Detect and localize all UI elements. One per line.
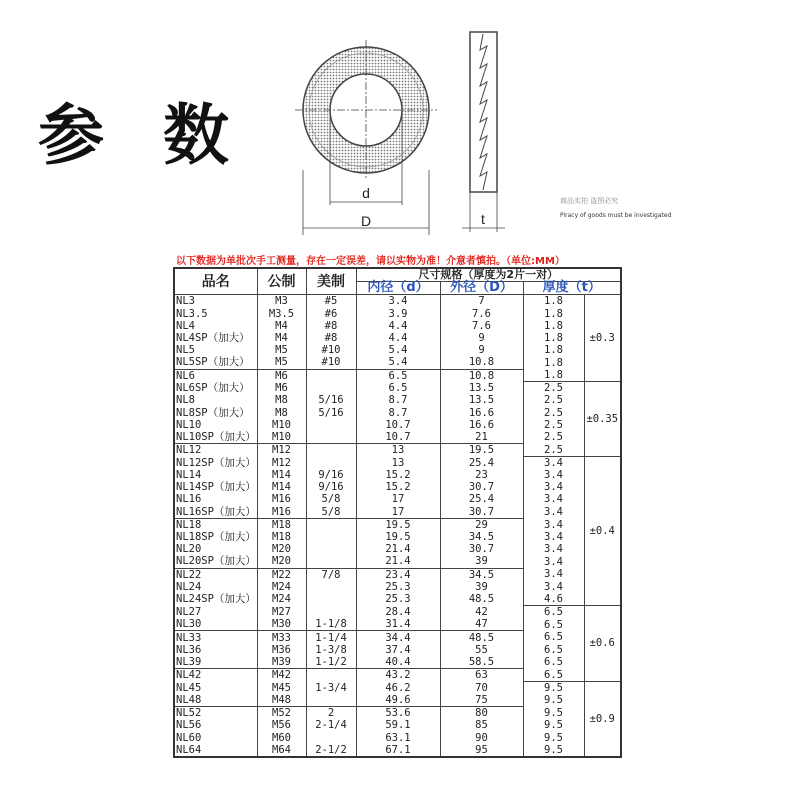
cell-inner: 10.7 [356,419,440,431]
cell-outer: 7.6 [440,320,523,332]
cell-metric: M3.5 [257,308,306,320]
thickness-label: t [481,211,485,227]
cell-name: NL3.5 [174,308,257,320]
cell-name: NL18 [174,518,257,531]
cell-us: 1-1/2 [306,656,356,669]
cell-us [306,431,356,444]
cell-us: 2-1/2 [306,744,356,757]
cell-metric: M16 [257,493,306,505]
cell-thickness: 3.4 [523,518,584,531]
cell-us: #8 [306,320,356,332]
cell-outer: 21 [440,431,523,444]
inner-diameter-label: d [362,185,370,201]
cell-outer: 30.7 [440,481,523,493]
table-row [174,555,621,568]
cell-us: #10 [306,356,356,369]
cell-tolerance: ±0.4 [584,456,621,605]
cell-metric: M20 [257,543,306,555]
table-row [174,719,621,731]
washer-front-view [295,40,437,235]
cell-thickness: 1.8 [523,356,584,369]
cell-name: NL36 [174,644,257,656]
cell-metric: M36 [257,644,306,656]
cell-thickness: 9.5 [523,719,584,731]
table-row [174,581,621,593]
cell-inner: 8.7 [356,407,440,419]
cell-thickness: 3.4 [523,568,584,581]
cell-name: NL16 [174,493,257,505]
table-row [174,518,621,531]
cell-metric: M3 [257,295,306,308]
cell-thickness: 2.5 [523,431,584,444]
table-row [174,481,621,493]
table-row [174,356,621,369]
cell-inner: 19.5 [356,518,440,531]
cell-thickness: 9.5 [523,731,584,743]
cell-inner: 17 [356,506,440,519]
cell-outer: 25.4 [440,493,523,505]
cell-outer: 39 [440,555,523,568]
cell-inner: 21.4 [356,555,440,568]
table-row [174,431,621,444]
cell-outer: 48.5 [440,631,523,644]
cell-thickness: 9.5 [523,694,584,707]
cell-outer: 7.6 [440,308,523,320]
cell-us [306,369,356,382]
cell-outer: 7 [440,295,523,308]
cell-outer: 34.5 [440,531,523,543]
cell-thickness: 3.4 [523,456,584,469]
cell-us [306,518,356,531]
cell-metric: M14 [257,481,306,493]
table-row [174,731,621,743]
cell-outer: 90 [440,731,523,743]
table-row [174,681,621,694]
cell-name: NL52 [174,707,257,720]
cell-metric: M8 [257,394,306,406]
table-row [174,531,621,543]
cell-inner: 25.3 [356,581,440,593]
cell-inner: 49.6 [356,694,440,707]
cell-us: #10 [306,344,356,356]
cell-metric: M8 [257,407,306,419]
cell-name: NL56 [174,719,257,731]
cell-metric: M10 [257,431,306,444]
cell-outer: 75 [440,694,523,707]
cell-inner: 5.4 [356,356,440,369]
cell-us [306,419,356,431]
cell-metric: M39 [257,656,306,669]
cell-us: 1-1/8 [306,618,356,631]
table-row [174,308,621,320]
cell-us: 1-1/4 [306,631,356,644]
cell-thickness: 3.4 [523,543,584,555]
cell-thickness: 3.4 [523,493,584,505]
cell-name: NL27 [174,606,257,619]
cell-thickness: 1.8 [523,344,584,356]
cell-us: 5/16 [306,394,356,406]
cell-us [306,382,356,395]
cell-name: NL24SP（加大） [176,593,256,606]
cell-us: 5/8 [306,506,356,519]
cell-us [306,669,356,682]
cell-tolerance: ±0.6 [584,606,621,682]
cell-us [306,694,356,707]
cell-name: NL6SP（加大） [174,382,257,395]
cell-inner: 10.7 [356,431,440,444]
cell-inner: 67.1 [356,744,440,757]
cell-metric: M27 [257,606,306,619]
table-row [174,694,621,707]
cell-outer: 42 [440,606,523,619]
cell-inner: 53.6 [356,707,440,720]
header-outer-diameter: 外径（D） [440,282,523,295]
cell-inner: 31.4 [356,618,440,631]
cell-thickness: 1.8 [523,320,584,332]
cell-thickness: 2.5 [523,394,584,406]
cell-thickness: 1.8 [523,332,584,344]
table-row [174,656,621,669]
cell-inner: 25.3 [356,593,440,606]
cell-thickness: 6.5 [523,656,584,669]
cell-inner: 6.5 [356,369,440,382]
cell-outer: 13.5 [440,382,523,395]
table-row [174,606,621,619]
table-row [174,382,621,395]
cell-us: 2-1/4 [306,719,356,731]
cell-outer: 30.7 [440,506,523,519]
cell-outer: 48.5 [440,593,523,606]
cell-name: NL6 [174,369,257,382]
cell-metric: M6 [257,369,306,382]
cell-outer: 63 [440,669,523,682]
cell-name: NL12SP（加大） [176,456,256,469]
cell-metric: M18 [257,531,306,543]
table-row [174,419,621,431]
table-row [174,618,621,631]
cell-metric: M52 [257,707,306,720]
cell-us [306,731,356,743]
cell-outer: 39 [440,581,523,593]
cell-inner: 6.5 [356,382,440,395]
cell-inner: 5.4 [356,344,440,356]
cell-outer: 19.5 [440,444,523,457]
cell-inner: 63.1 [356,731,440,743]
cell-metric: M24 [257,593,306,606]
cell-name: NL22 [174,568,257,581]
cell-metric: M33 [257,631,306,644]
cell-thickness: 3.4 [523,531,584,543]
cell-us: 5/16 [306,407,356,419]
cell-metric: M56 [257,719,306,731]
cell-outer: 10.8 [440,356,523,369]
cell-tolerance: ±0.9 [584,681,621,757]
cell-outer: 16.6 [440,407,523,419]
cell-outer: 70 [440,681,523,694]
table-row [174,707,621,720]
cell-name: NL16SP（加大） [176,505,256,518]
header-thickness: 厚度（t） [523,282,621,295]
measurement-note: 以下数据为单批次手工测量，存在一定误差，请以实物为准！介意者慎拍。（单位:MM） [176,256,565,267]
cell-thickness: 3.4 [523,555,584,568]
table-row [174,543,621,555]
cell-name: NL14SP（加大） [176,481,256,494]
washer-side-view [462,32,505,232]
cell-inner: 40.4 [356,656,440,669]
cell-inner: 46.2 [356,681,440,694]
cell-name: NL8 [174,394,257,406]
cell-name: NL5 [174,344,257,356]
table-row [174,456,621,469]
cell-metric: M20 [257,555,306,568]
cell-inner: 13 [356,456,440,469]
cell-outer: 30.7 [440,543,523,555]
cell-outer: 29 [440,518,523,531]
cell-us [306,581,356,593]
cell-thickness: 1.8 [523,295,584,308]
cell-metric: M6 [257,382,306,395]
cell-metric: M22 [257,568,306,581]
cell-thickness: 1.8 [523,308,584,320]
cell-us: #8 [306,332,356,344]
cell-metric: M60 [257,731,306,743]
cell-thickness: 9.5 [523,744,584,757]
cell-thickness: 3.4 [523,469,584,481]
cell-name: NL24 [174,581,257,593]
cell-metric: M48 [257,694,306,707]
cell-metric: M30 [257,618,306,631]
cell-us [306,444,356,457]
page-title: 参 数 [38,97,247,174]
table-row [174,295,621,308]
cell-metric: M16 [257,506,306,519]
cell-inner: 17 [356,493,440,505]
cell-name: NL20SP（加大） [176,555,256,568]
cell-metric: M5 [257,356,306,369]
cell-thickness: 6.5 [523,644,584,656]
cell-inner: 43.2 [356,669,440,682]
cell-name: NL5SP（加大） [174,356,257,369]
cell-thickness: 9.5 [523,707,584,720]
cell-us [306,555,356,568]
cell-name: NL45 [174,681,257,694]
cell-us [306,456,356,469]
cell-metric: M64 [257,744,306,757]
cell-inner: 21.4 [356,543,440,555]
cell-name: NL18SP（加大） [176,531,256,544]
cell-inner: 19.5 [356,531,440,543]
cell-name: NL64 [174,744,257,757]
table-row [174,469,621,481]
cell-metric: M12 [257,444,306,457]
cell-metric: M45 [257,681,306,694]
outer-diameter-label: D [360,213,372,229]
table-row [174,493,621,505]
cell-outer: 23 [440,469,523,481]
cell-metric: M5 [257,344,306,356]
table-row [174,506,621,519]
cell-us: 2 [306,707,356,720]
cell-name: NL4SP（加大） [174,332,257,344]
cell-thickness: 6.5 [523,618,584,631]
cell-thickness: 2.5 [523,419,584,431]
cell-outer: 16.6 [440,419,523,431]
cell-name: NL10SP（加大） [176,431,256,444]
cell-thickness: 3.4 [523,481,584,493]
table-row [174,320,621,332]
cell-name: NL14 [174,469,257,481]
cell-name: NL39 [174,656,257,669]
cell-outer: 47 [440,618,523,631]
cell-tolerance: ±0.3 [584,295,621,382]
cell-name: NL4 [174,320,257,332]
cell-metric: M42 [257,669,306,682]
cell-name: NL33 [174,631,257,644]
cell-metric: M18 [257,518,306,531]
table-row [174,394,621,406]
cell-name: NL60 [174,731,257,743]
cell-inner: 28.4 [356,606,440,619]
cell-outer: 95 [440,744,523,757]
cell-inner: 3.4 [356,295,440,308]
cell-name: NL12 [174,444,257,457]
cell-metric: M10 [257,419,306,431]
cell-outer: 13.5 [440,394,523,406]
cell-us [306,543,356,555]
spec-table-body [174,295,621,757]
header-name: 品名 [174,268,257,295]
table-row [174,631,621,644]
cell-us [306,606,356,619]
cell-inner: 15.2 [356,469,440,481]
cell-outer: 9 [440,332,523,344]
cell-name: NL20 [174,543,257,555]
cell-metric: M4 [257,320,306,332]
cell-thickness: 6.5 [523,606,584,619]
cell-inner: 3.9 [356,308,440,320]
cell-us: #5 [306,295,356,308]
cell-us: 9/16 [306,481,356,493]
cell-thickness: 9.5 [523,681,584,694]
cell-thickness: 4.6 [523,593,584,606]
cell-us [306,593,356,606]
table-row [174,568,621,581]
cell-outer: 9 [440,344,523,356]
washer-diagram [290,20,530,240]
cell-thickness: 2.5 [523,444,584,457]
cell-inner: 59.1 [356,719,440,731]
cell-name: NL42 [174,669,257,682]
cell-inner: 13 [356,444,440,457]
table-row [174,444,621,457]
cell-us: 7/8 [306,568,356,581]
cell-metric: M14 [257,469,306,481]
table-row [174,369,621,382]
cell-inner: 4.4 [356,320,440,332]
spec-table [173,267,622,758]
cell-inner: 23.4 [356,568,440,581]
table-row [174,644,621,656]
table-row [174,407,621,419]
cell-thickness: 2.5 [523,382,584,395]
cell-inner: 34.4 [356,631,440,644]
cell-metric: M12 [257,456,306,469]
cell-outer: 58.5 [440,656,523,669]
cell-inner: 8.7 [356,394,440,406]
cell-metric: M4 [257,332,306,344]
cell-us: 5/8 [306,493,356,505]
cell-name: NL48 [174,694,257,707]
cell-thickness: 6.5 [523,669,584,682]
cell-thickness: 2.5 [523,407,584,419]
cell-inner: 4.4 [356,332,440,344]
header-inner-diameter: 内径（d） [356,282,440,295]
cell-inner: 37.4 [356,644,440,656]
cell-outer: 34.5 [440,568,523,581]
cell-us: 9/16 [306,469,356,481]
cell-thickness: 6.5 [523,631,584,644]
header-metric: 公制 [257,268,306,295]
cell-tolerance: ±0.35 [584,382,621,457]
cell-inner: 15.2 [356,481,440,493]
cell-outer: 80 [440,707,523,720]
table-row [174,593,621,606]
table-row [174,344,621,356]
cell-us [306,531,356,543]
table-row [174,669,621,682]
header-us: 美制 [306,268,356,295]
cell-thickness: 1.8 [523,369,584,382]
cell-us: 1-3/4 [306,681,356,694]
cell-thickness: 3.4 [523,506,584,519]
cell-name: NL10 [174,419,257,431]
cell-outer: 85 [440,719,523,731]
cell-name: NL3 [174,295,257,308]
cell-outer: 25.4 [440,456,523,469]
watermark-cn: 商品实拍 盗图必究 [560,197,619,205]
cell-metric: M24 [257,581,306,593]
cell-us: #6 [306,308,356,320]
table-row [174,744,621,757]
table-row [174,332,621,344]
cell-outer: 10.8 [440,369,523,382]
watermark-en: Piracy of goods must be investigated [560,212,672,219]
cell-thickness: 3.4 [523,581,584,593]
cell-us: 1-3/8 [306,644,356,656]
cell-name: NL8SP（加大） [174,407,257,419]
header-spec: 尺寸规格（厚度为2片一对） [356,268,621,282]
cell-name: NL30 [174,618,257,631]
cell-outer: 55 [440,644,523,656]
